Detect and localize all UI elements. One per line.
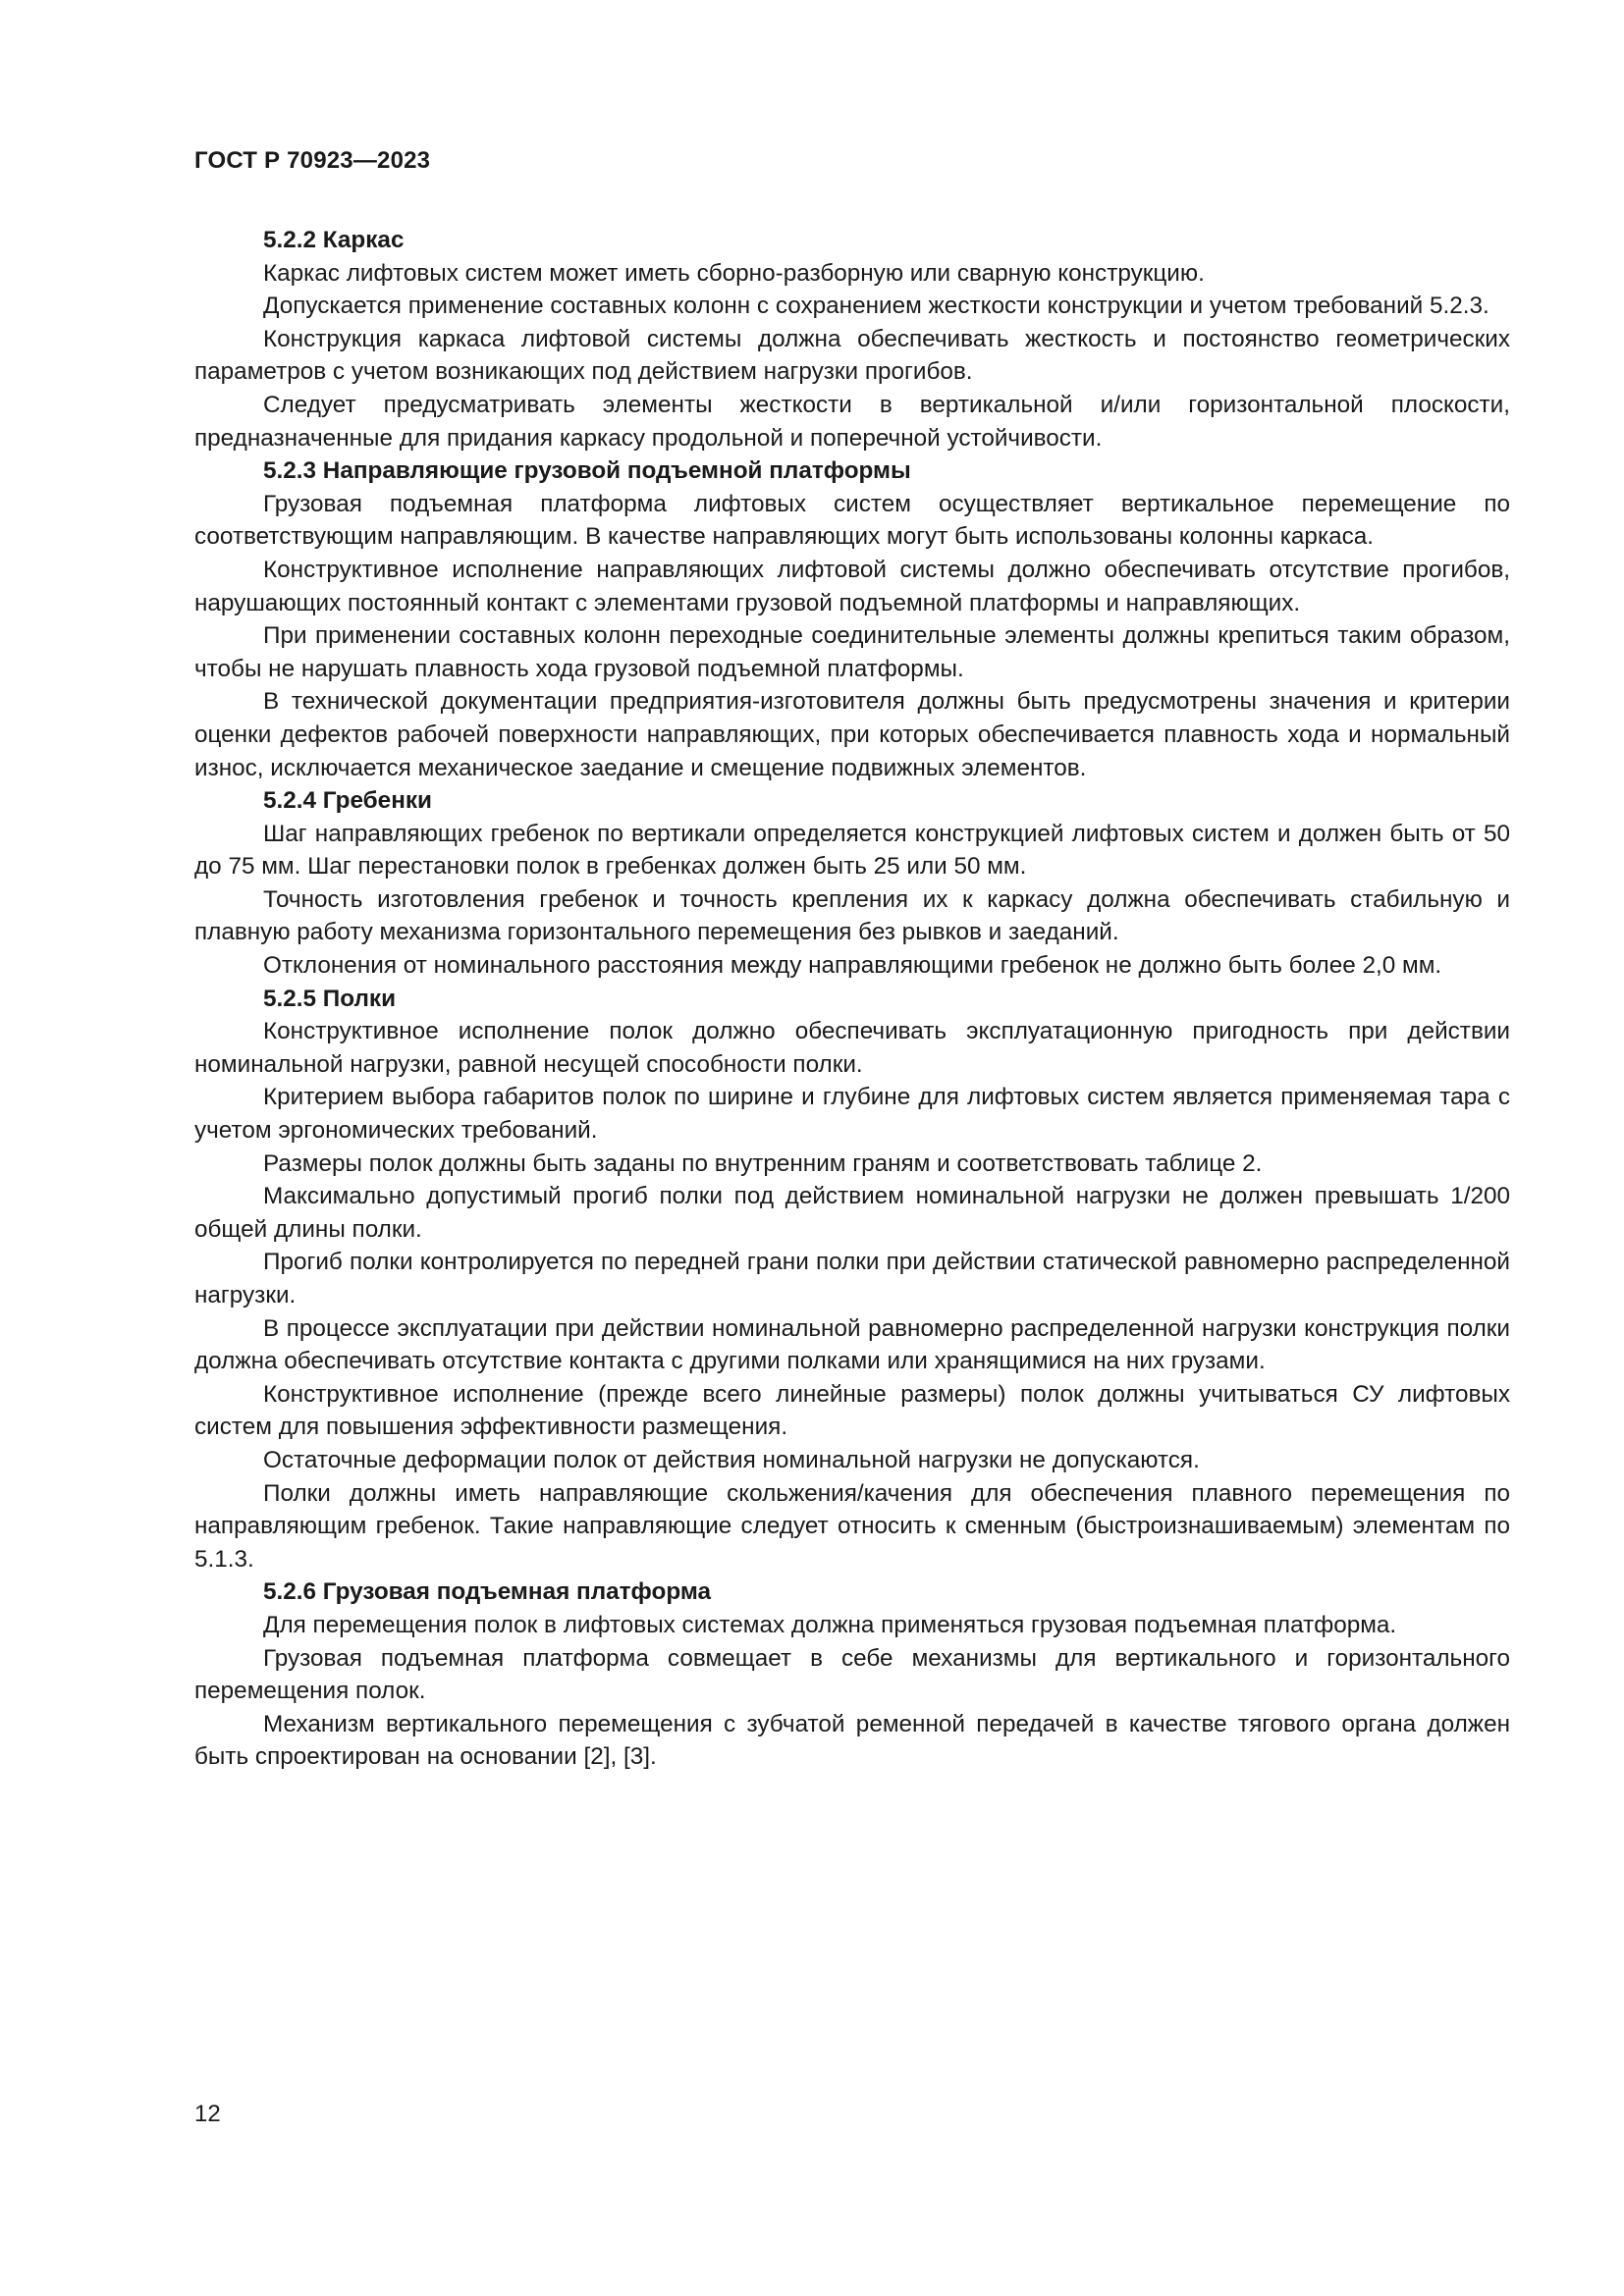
- paragraph: Отклонения от номинального расстояния между направляющими гребенок не должно быть более 2,0 мм.: [263, 952, 1442, 980]
- paragraph: Остаточные деформации полок от действия номинальной нагрузки не допускаются.: [263, 1446, 1200, 1473]
- paragraph: Каркас лифтовых систем может иметь сборно-разборную или сварную конструкцию.: [263, 259, 1205, 287]
- paragraph: Размеры полок должны быть заданы по внутренним граням и соответствовать таблице 2.: [263, 1149, 1263, 1177]
- section-5-2-2: [194, 224, 1510, 454]
- paragraph: Прогиб полки контролируется по передней грани полки при действии статической равномерно распределенной нагрузки.: [194, 1249, 1510, 1308]
- paragraph: Максимально допустимый прогиб полки под действием номинальной нагрузки не должен превышать 1/200 общей длины полки.: [194, 1183, 1510, 1243]
- paragraph: Критерием выбора габаритов полок по ширине и глубине для лифтовых систем является применяемая тара с учетом эргономических требований.: [194, 1084, 1510, 1145]
- section-heading: 5.2.2 Каркас: [263, 227, 405, 253]
- paragraph: В процессе эксплуатации при действии номинальной равномерно распределенной нагрузки конструкция полки должна обеспечивать отсутствие контакта с другими полками или хранящимися на них грузами.: [194, 1314, 1510, 1375]
- paragraph: Грузовая подъемная платформа совмещает в себе механизмы для вертикального и горизонтального перемещения полок.: [194, 1644, 1510, 1705]
- paragraph: Конструкция каркаса лифтовой системы должна обеспечивать жесткость и постоянство геометрических параметров с учетом возникающих под действием нагрузки прогибов.: [194, 325, 1510, 386]
- section-5-2-4: [194, 784, 1510, 983]
- running-header: ГОСТ Р 70923—2023: [194, 147, 431, 174]
- section-5-2-6: [194, 1575, 1510, 1774]
- paragraph: Полки должны иметь направляющие скольжения/качения для обеспечения плавного перемещения по направляющим гребенок. Такие направляющие следует относить к сменным (быстроизнашиваемым) элементам по 5.1.3.: [194, 1479, 1510, 1573]
- paragraph: Конструктивное исполнение полок должно обеспечивать эксплуатационную пригодность при действии номинальной нагрузки, равной несущей способности полки.: [194, 1018, 1510, 1078]
- paragraph: Допускается применение составных колонн с сохранением жесткости конструкции и учетом требований 5.2.3.: [263, 293, 1489, 320]
- paragraph: Конструктивное исполнение направляющих лифтовой системы должно обеспечивать отсутствие прогибов, нарушающих постоянный контакт с элементами грузовой подъемной платформы и направляющих.: [194, 556, 1510, 616]
- paragraph: Грузовая подъемная платформа лифтовых систем осуществляет вертикальное перемещение по соответствующим направляющим. В качестве направляющих могут быть использованы колонны каркаса.: [194, 490, 1510, 551]
- paragraph: Точность изготовления гребенок и точность крепления их к каркасу должна обеспечивать стабильную и плавную работу механизма горизонтального перемещения без рывков и заеданий.: [194, 885, 1510, 946]
- paragraph: Шаг направляющих гребенок по вертикали определяется конструкцией лифтовых систем и должен быть от 50 до 75 мм. Шаг перестановки полок в гребенках должен быть 25 или 50 мм.: [194, 820, 1510, 881]
- paragraph: Следует предусматривать элементы жесткости в вертикальной и/или горизонтальной плоскости, предназначенные для придания каркасу продольной и поперечной устойчивости.: [194, 391, 1510, 452]
- section-heading: 5.2.5 Полки: [263, 985, 397, 1012]
- paragraph: При применении составных колонн переходные соединительные элементы должны крепиться таким образом, чтобы не нарушать плавность хода грузовой подъемной платформы.: [194, 622, 1510, 682]
- section-5-2-5: [194, 983, 1510, 1576]
- paragraph: Для перемещения полок в лифтовых системах должна применяться грузовая подъемная платформа.: [263, 1611, 1397, 1638]
- section-heading: 5.2.3 Направляющие грузовой подъемной платформы: [263, 457, 911, 485]
- section-heading: 5.2.4 Гребенки: [263, 787, 432, 815]
- section-heading: 5.2.6 Грузовая подъемная платформа: [263, 1578, 712, 1606]
- paragraph: Конструктивное исполнение (прежде всего линейные размеры) полок должны учитываться СУ лифтовых систем для повышения эффективности размещения.: [194, 1380, 1510, 1441]
- document-body: [194, 224, 1510, 1774]
- section-5-2-3: [194, 454, 1510, 784]
- page-number: 12: [194, 2101, 221, 2127]
- paragraph: Механизм вертикального перемещения с зубчатой ременной передачей в качестве тягового органа должен быть спроектирован на основании [2], [3].: [194, 1710, 1510, 1771]
- paragraph: В технической документации предприятия-изготовителя должны быть предусмотрены значения и критерии оценки дефектов рабочей поверхности направляющих, при которых обеспечивается плавность хода и нормальный износ, исключается механическое заедание и смещение подвижных элементов.: [194, 688, 1510, 781]
